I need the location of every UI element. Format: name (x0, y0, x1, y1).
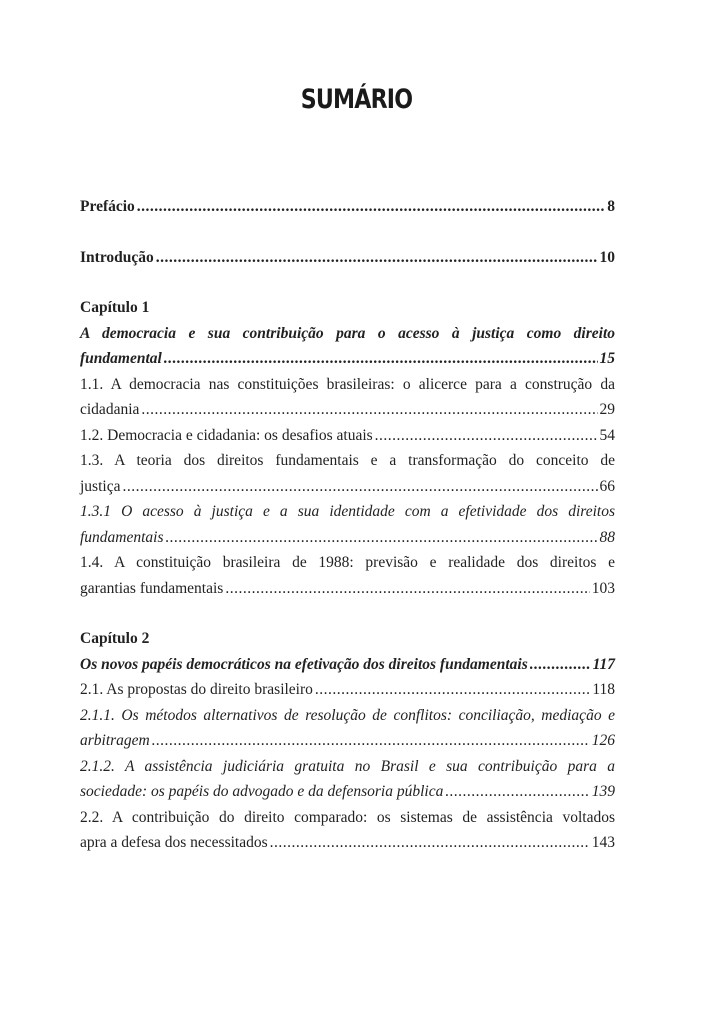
chapter-title-line: A democracia e sua contribuição para o acesso à justiça como direito (80, 324, 615, 342)
toc-page-number: 88 (599, 528, 615, 546)
toc-entry-chapter-2-title[interactable] (80, 652, 615, 678)
toc-entry-line: 1.2. Democracia e cidadania: os desafios atuais (80, 426, 373, 444)
dot-leader (156, 245, 598, 271)
toc-entry-line: 1.1. A democracia nas constituições brasileiras: o alicerce para a construção da (80, 375, 615, 393)
toc-entry-line: 2.1. As propostas do direito brasileiro (80, 681, 313, 698)
toc-entry-line: 1.3. A teoria dos direitos fundamentais e a transformação do conceito de (80, 452, 615, 469)
toc-entry-line: sociedade: os papéis do advogado e da defensoria pública (80, 783, 444, 800)
dot-leader (445, 779, 589, 805)
toc-entry-prefacio[interactable] (80, 194, 615, 220)
toc-entry-line: 2.1.1. Os métodos alternativos de resolução de conflitos: conciliação, mediação e (80, 706, 615, 724)
dot-leader (122, 474, 597, 500)
toc-page-number: 8 (607, 198, 615, 215)
toc-entry-line: 2.2. A contribuição do direito comparado: os sistemas de assistência voltados (80, 808, 615, 826)
toc-entry-chapter-1-title[interactable] (80, 321, 615, 372)
table-of-contents (80, 194, 615, 856)
toc-entry-line: 1.4. A constituição brasileira de 1988: previsão e realidade dos direitos e (80, 554, 615, 571)
toc-page-number: 117 (592, 655, 615, 673)
toc-entry-line: apra a defesa dos necessitados (80, 834, 268, 851)
toc-entry-label: Introdução (80, 248, 154, 266)
toc-entry-line: fundamentais (80, 528, 164, 546)
toc-page-number: 143 (591, 834, 615, 851)
toc-entry-line: cidadania (80, 401, 140, 418)
toc-entry-line: 2.1.2. A assistência judiciária gratuita no Brasil e sua contribuição para a (80, 757, 615, 775)
chapter-1-heading: Capítulo 1 (80, 299, 150, 316)
dot-leader (141, 397, 597, 423)
toc-entry-1-3-1[interactable] (80, 499, 615, 550)
dot-leader (137, 194, 605, 220)
toc-entry-2-2[interactable] (80, 805, 615, 856)
toc-page-number: 29 (599, 401, 615, 418)
toc-entry-2-1-1[interactable] (80, 703, 615, 754)
toc-entry-line: garantias fundamentais (80, 579, 224, 597)
chapter-title-line: fundamental (80, 350, 162, 367)
dot-leader (530, 652, 591, 678)
toc-entry-2-1[interactable] (80, 677, 615, 703)
dot-leader (164, 346, 598, 372)
toc-page-number: 118 (592, 681, 615, 698)
toc-page-number: 66 (599, 477, 615, 495)
dot-leader (270, 830, 590, 856)
dot-leader (225, 576, 589, 602)
toc-page-number: 54 (599, 426, 615, 444)
toc-entry-2-1-2[interactable] (80, 754, 615, 805)
dot-leader (152, 728, 590, 754)
toc-entry-1-1[interactable] (80, 372, 615, 423)
dot-leader (315, 677, 590, 703)
toc-entry-1-2[interactable] (80, 423, 615, 449)
toc-entry-line: arbitragem (80, 732, 150, 749)
toc-page-number: 139 (591, 783, 615, 800)
toc-entry-line: 1.3.1 O acesso à justiça e a sua identidade com a efetividade dos direitos (80, 503, 615, 520)
toc-page-number: 126 (591, 732, 615, 749)
toc-entry-introducao[interactable] (80, 245, 615, 271)
toc-page-number: 103 (591, 579, 615, 597)
chapter-title-line: Os novos papéis democráticos na efetivação dos direitos fundamentais (80, 655, 528, 673)
toc-page-number: 15 (599, 350, 615, 367)
toc-entry-line: justiça (80, 477, 121, 495)
toc-entry-label: Prefácio (80, 198, 135, 215)
dot-leader (166, 525, 598, 551)
toc-entry-1-4[interactable] (80, 550, 615, 601)
dot-leader (375, 423, 598, 449)
toc-entry-1-3[interactable] (80, 448, 615, 499)
page-title: SUMÁRIO (300, 84, 413, 115)
chapter-2-heading: Capítulo 2 (80, 630, 150, 647)
toc-page-number: 10 (599, 248, 615, 266)
